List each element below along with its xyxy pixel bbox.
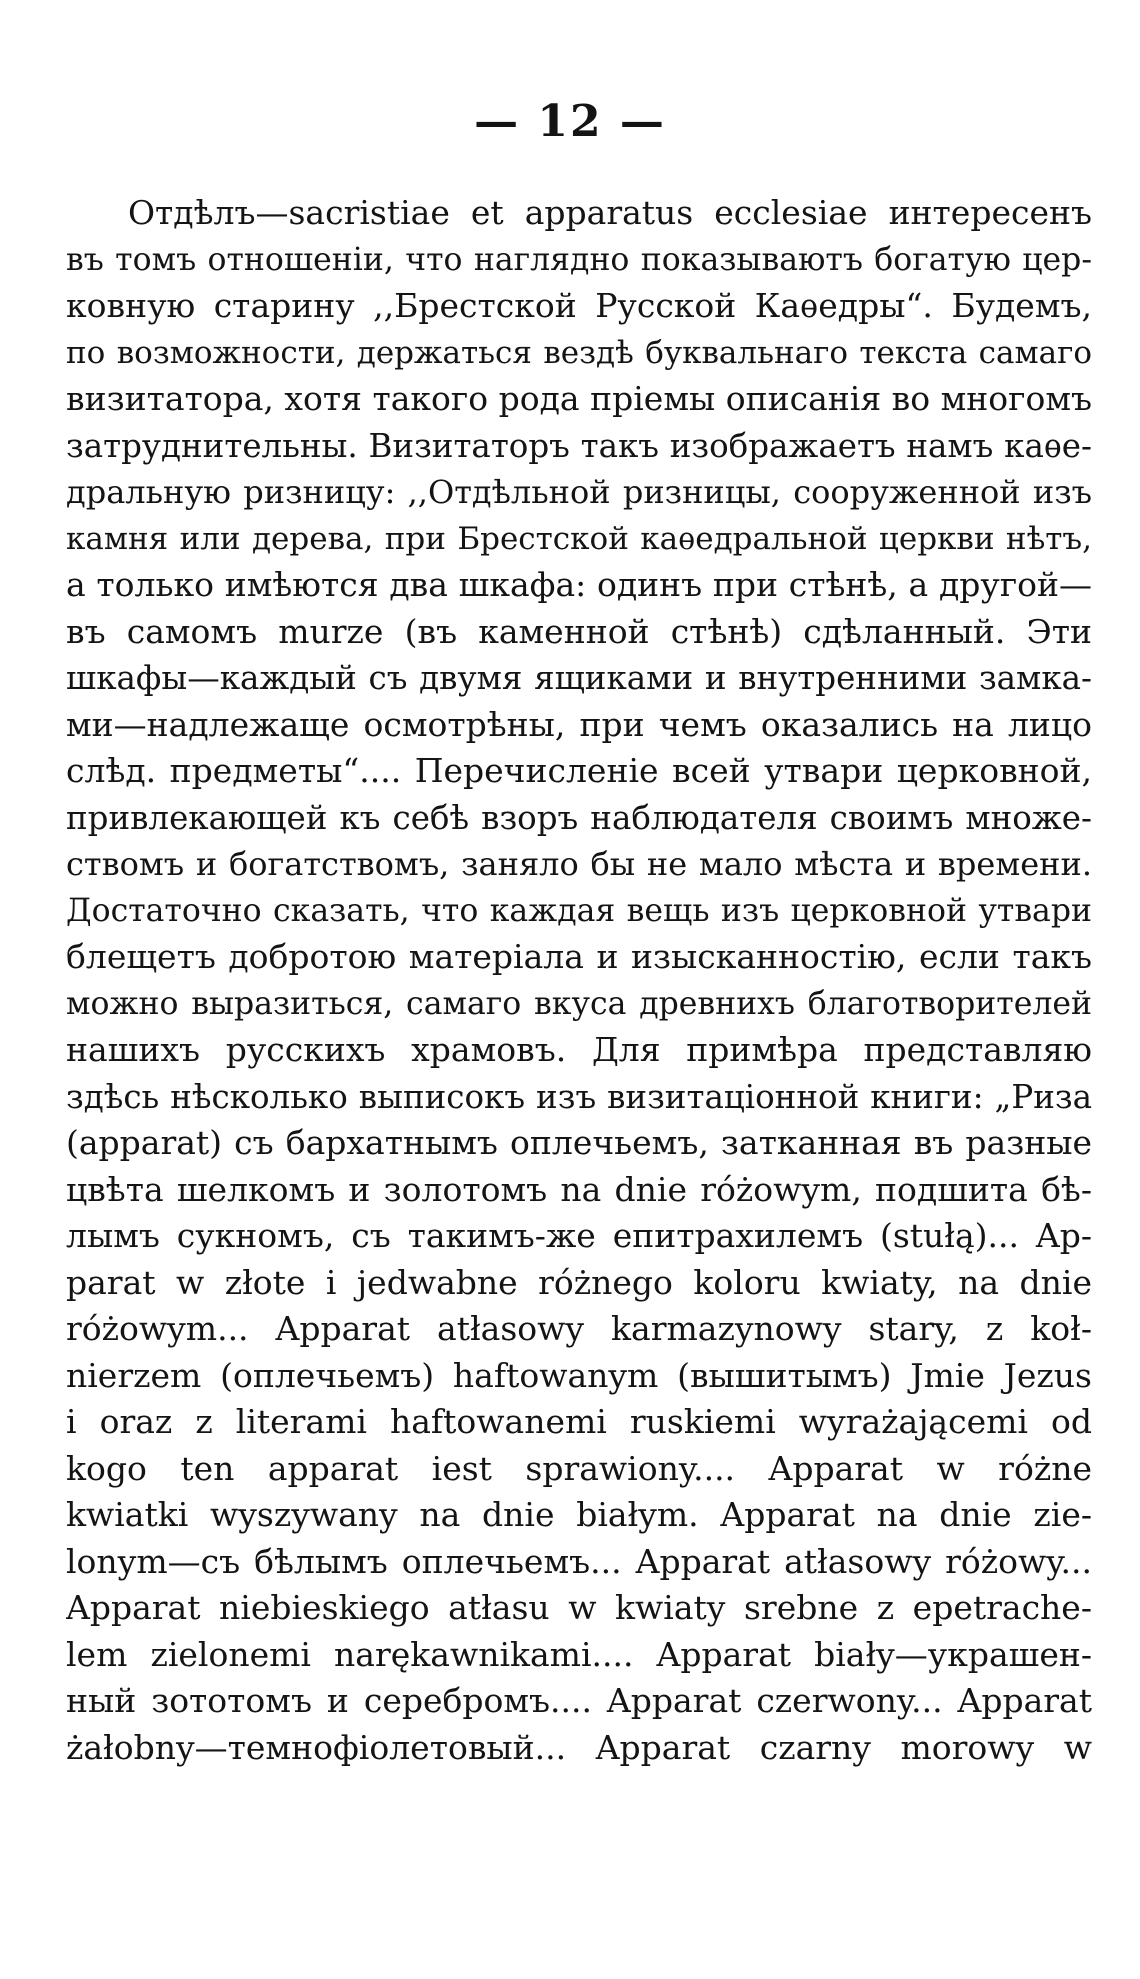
page-number: — 12 — bbox=[474, 96, 666, 147]
text-line: камня или дерева, при Брестской каѳедральной церкви нѣтъ, bbox=[66, 520, 1092, 557]
text-line: ми—надлежаще осмотрѣны, при чемъ оказались на лицо bbox=[66, 704, 1092, 744]
text-line: въ самомъ murze (въ каменной стѣнѣ) сдѣланный. Эти bbox=[66, 611, 1092, 651]
text-line: parat w złote i jedwabne różnego koloru kwiaty, na dnie bbox=[66, 1262, 1092, 1302]
text-line: слѣд. предметы“.... Перечисленіе всей утвари церковной, bbox=[66, 751, 1092, 790]
body-text bbox=[66, 190, 1092, 1771]
text-line: ный зототомъ и серебромъ.... Apparat czerwony... Apparat bbox=[66, 1681, 1092, 1720]
text-line: дральную ризницу: ,,Отдѣльной ризницы, сооруженной изъ bbox=[66, 473, 1092, 511]
text-line: i oraz z literami haftowanemi ruskiemi wyrażającemi od bbox=[66, 1402, 1092, 1441]
text-line: kogo ten apparat iest sprawiony.... Apparat w różne bbox=[66, 1448, 1092, 1488]
text-line: różowym... Apparat atłasowy karmazynowy stary, z koł- bbox=[66, 1309, 1092, 1348]
text-line: цвѣта шелкомъ и золотомъ na dnie różowym, подшита бѣ- bbox=[66, 1169, 1092, 1209]
text-line: шкафы—каждый съ двумя ящиками и внутренними замка- bbox=[66, 659, 1092, 697]
text-line: żałobny—темнофіолетовый... Apparat czarny morowy w bbox=[66, 1727, 1092, 1767]
text-line: привлекающей къ себѣ взоръ наблюдателя своимъ множе- bbox=[66, 798, 1092, 837]
text-line: ствомъ и богатствомъ, заняло бы не мало мѣста и времени. bbox=[66, 845, 1092, 883]
text-line: нашихъ русскихъ храмовъ. Для примѣра представляю bbox=[66, 1030, 1092, 1069]
text-line: kwiatki wyszywany na dnie białym. Apparat na dnie zie- bbox=[66, 1495, 1092, 1534]
text-line: въ томъ отношеніи, что наглядно показываютъ богатую цер- bbox=[66, 241, 1092, 278]
text-line: ковную старину ,,Брестской Русской Каѳедры“. Будемъ, bbox=[66, 286, 1092, 325]
text-line: Отдѣлъ—sacristiae et apparatus ecclesiae интересенъ bbox=[128, 193, 1092, 232]
text-line: (apparat) съ бархатнымъ оплечьемъ, затканная въ разные bbox=[66, 1123, 1092, 1162]
text-line: визитатора, хотя такого рода пріемы описанія во многомъ bbox=[66, 379, 1092, 418]
text-line: Достаточно сказать, что каждая вещь изъ церковной утвари bbox=[66, 892, 1092, 929]
text-line: затруднительны. Визитаторъ такъ изображаетъ намъ каѳе- bbox=[66, 426, 1092, 465]
text-line: блещетъ добротою матеріала и изысканностію, если такъ bbox=[66, 937, 1092, 976]
text-line: лымъ сукномъ, съ такимъ-же епитрахилемъ (stułą)... Ap- bbox=[66, 1216, 1092, 1255]
text-line: здѣсь нѣсколько выписокъ изъ визитаціонной книги: „Риза bbox=[66, 1077, 1092, 1116]
text-line: lem zielonemi narękawnikami.... Apparat biały—украшен- bbox=[66, 1634, 1092, 1674]
text-line: а только имѣются два шкафа: одинъ при стѣнѣ, а другой— bbox=[66, 565, 1092, 604]
text-line: можно выразиться, самаго вкуса древнихъ благотворителей bbox=[66, 985, 1092, 1022]
text-line: Apparat niebieskiego atłasu w kwiaty srebne z epetrache- bbox=[66, 1588, 1092, 1627]
text-line: по возможности, держаться вездѣ буквальнаго текста самаго bbox=[66, 334, 1092, 371]
text-line: lonym—съ бѣлымъ оплечьемъ... Apparat atłasowy różowy... bbox=[66, 1541, 1092, 1581]
text-line: nierzem (оплечьемъ) haftowanym (вышитымъ) Jmie Jezus bbox=[66, 1355, 1092, 1395]
